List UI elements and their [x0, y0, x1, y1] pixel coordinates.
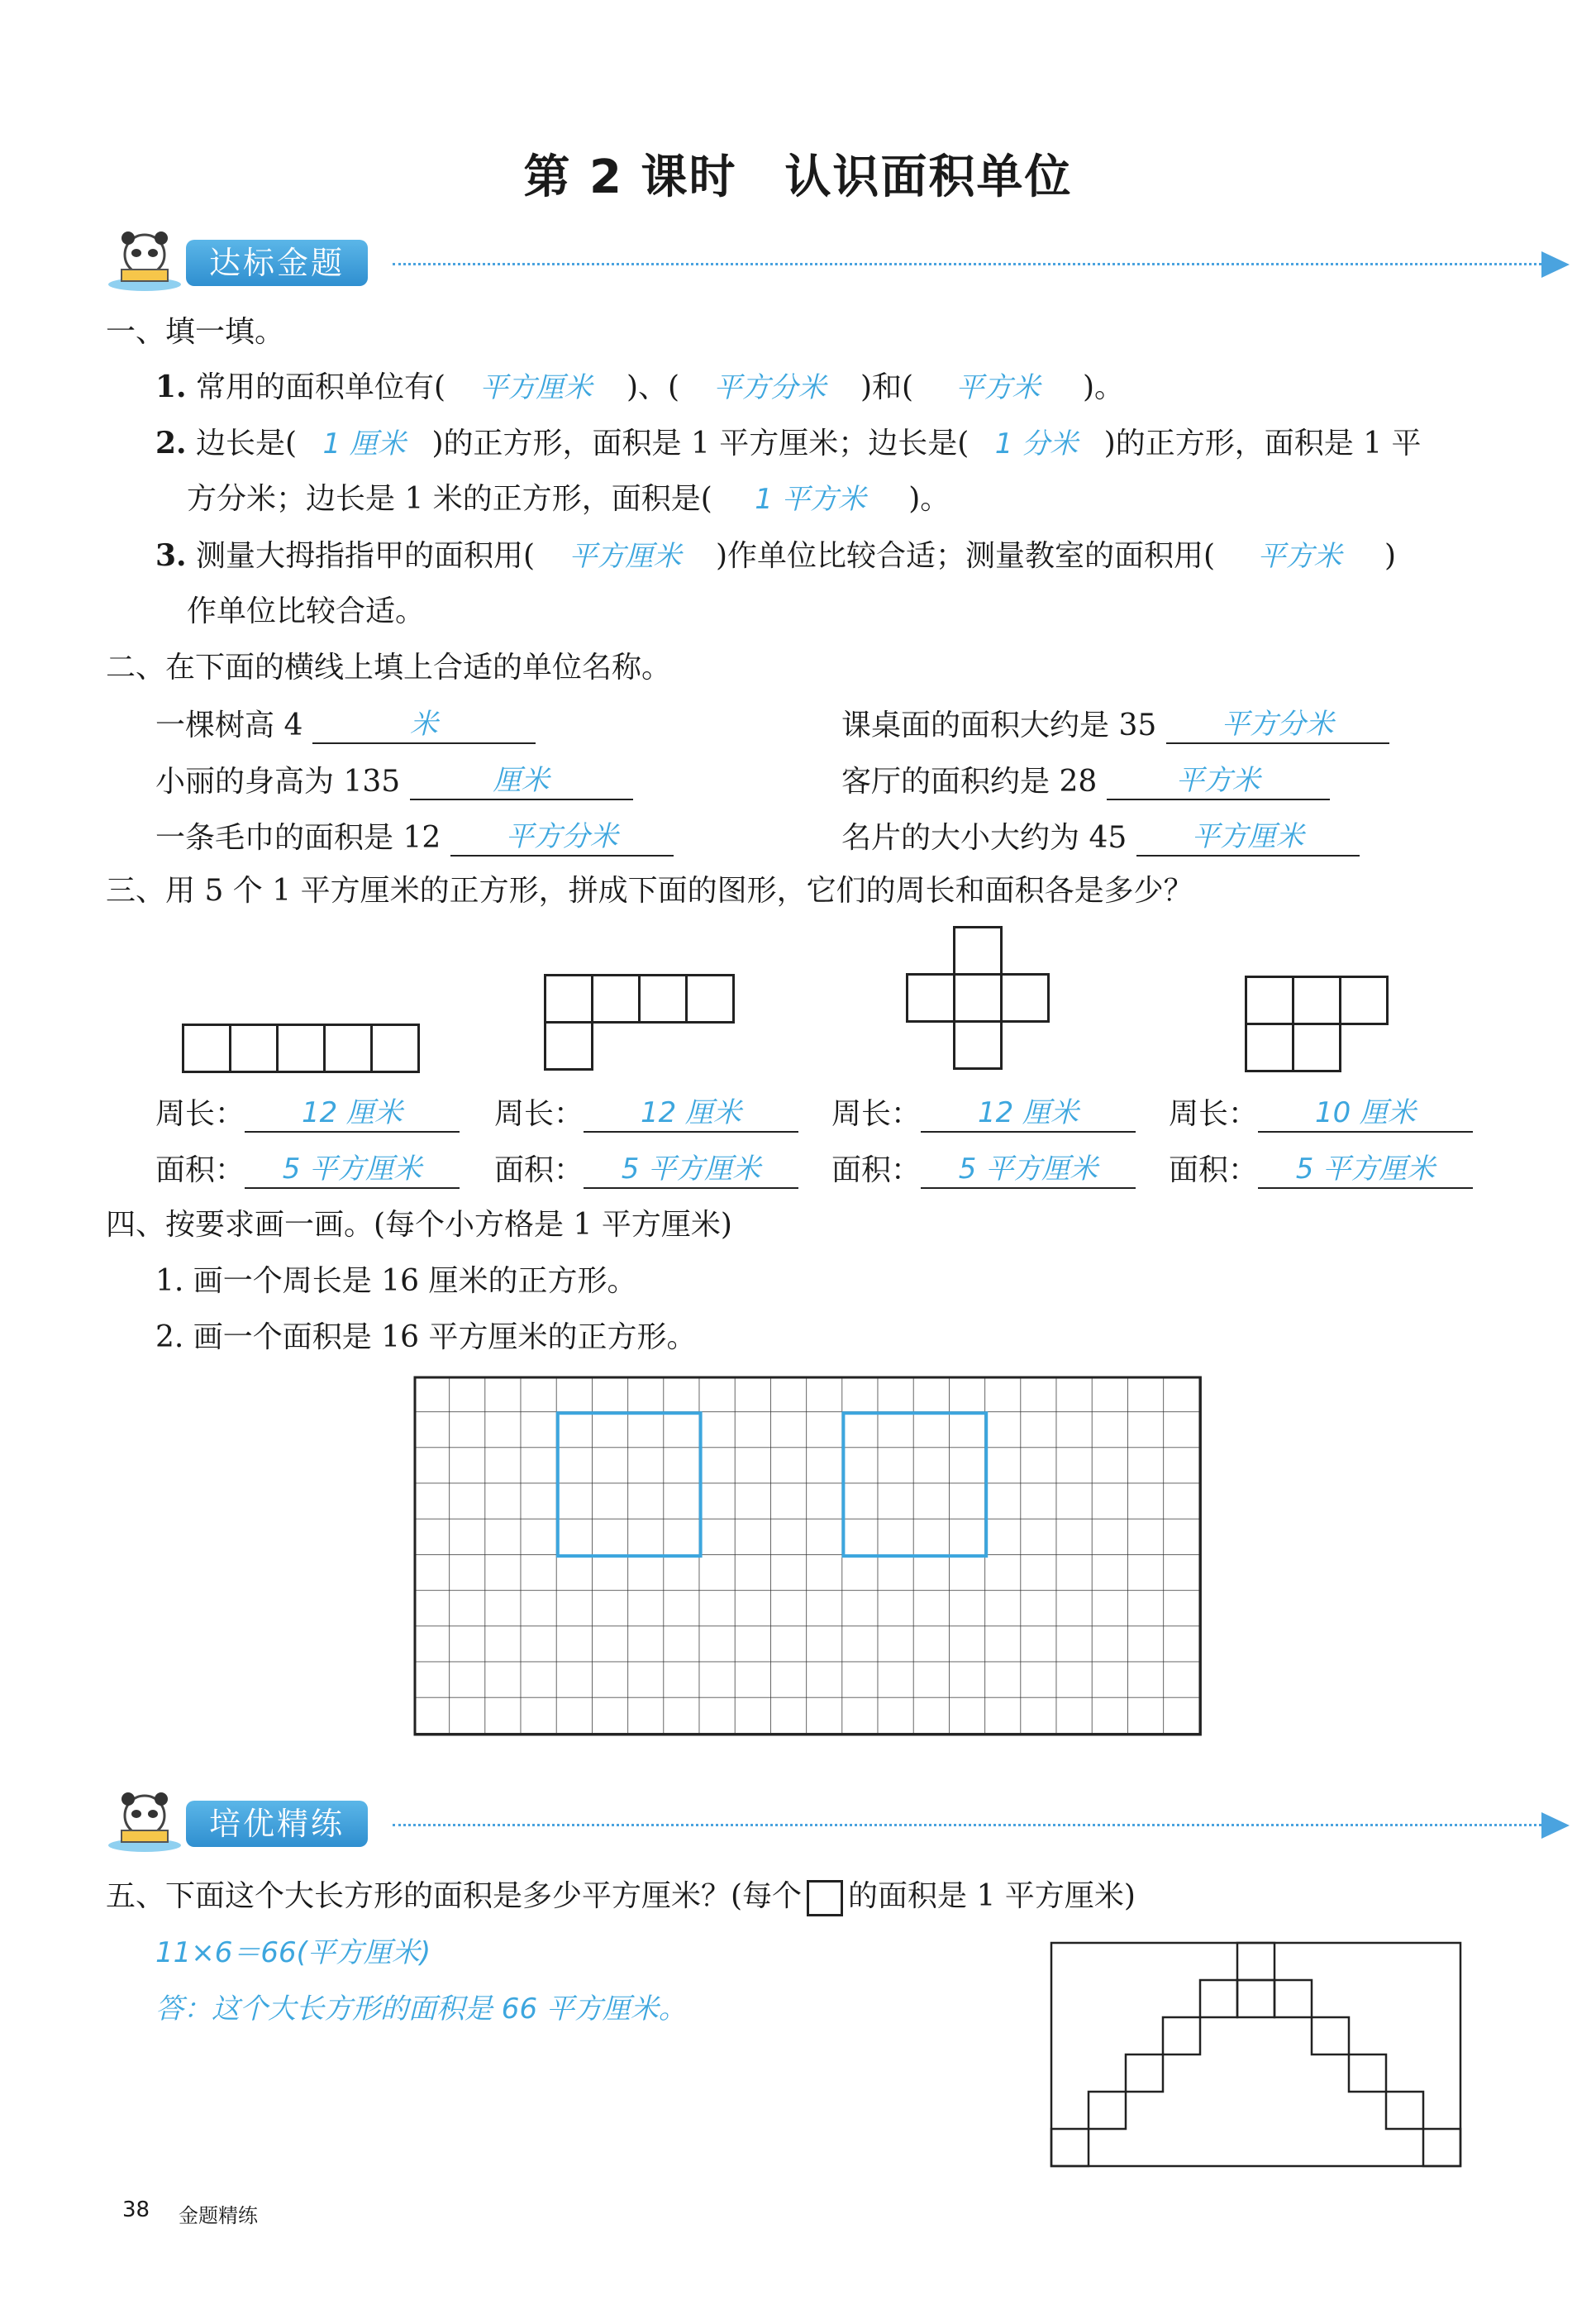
banner-dotted-line [393, 1824, 1541, 1826]
perimeter-answer: 12 厘米 [245, 1095, 460, 1133]
figure-1 [182, 1024, 430, 1073]
banner-arrow-icon [1541, 251, 1570, 278]
section-5-heading [106, 1878, 1136, 1916]
unit-square [229, 1024, 279, 1073]
unit-square [685, 974, 735, 1024]
section-banner-advanced [103, 1799, 1591, 1849]
banner-arrow-icon [1541, 1812, 1570, 1839]
s2-answer: 厘米 [410, 762, 633, 800]
s2-answer: 平方分米 [1166, 706, 1389, 744]
heading-text: 的面积是 1 平方厘米) [848, 1879, 1136, 1913]
q-text: )、( [626, 370, 680, 404]
unit-square [953, 973, 1003, 1023]
fig2-perimeter [494, 1095, 798, 1133]
answer: 1 分米 [994, 427, 1079, 461]
s5-answer: 答：这个大长方形的面积是 66 平方厘米。 [155, 1992, 687, 2026]
s2-item [841, 818, 1360, 857]
perimeter-label: 周长： [831, 1097, 922, 1131]
area-answer: 5 平方厘米 [245, 1151, 460, 1189]
answer: 1 厘米 [322, 427, 406, 461]
section-2-heading: 二、在下面的横线上填上合适的单位名称。 [106, 651, 672, 685]
perimeter-answer: 12 厘米 [584, 1095, 798, 1133]
q-text: )。 [1083, 370, 1125, 404]
unit-square [638, 974, 688, 1024]
q-text: )和( [860, 370, 914, 404]
unit-square [182, 1024, 231, 1073]
banner-dotted-line [393, 263, 1541, 265]
s2-question: 课桌面的面积大约是 35 [841, 709, 1157, 742]
banner-label: 达标金题 [186, 240, 368, 286]
unit-square [370, 1024, 420, 1073]
s2-question: 一棵树高 4 [155, 709, 303, 742]
answer: 平方厘米 [569, 540, 682, 573]
unit-square [276, 1024, 326, 1073]
s1-q3-line2: 作单位比较合适。 [187, 594, 426, 628]
unit-square [591, 974, 641, 1024]
unit-square [323, 1024, 373, 1073]
banner-label: 培优精练 [186, 1801, 368, 1847]
unit-square [1245, 1023, 1294, 1072]
area-label: 面积： [155, 1153, 245, 1187]
fig3-area [831, 1151, 1136, 1189]
heading-text: 五、下面这个大长方形的面积是多少平方厘米？(每个 [106, 1879, 803, 1913]
q-number: 3. [155, 538, 187, 573]
unit-square [544, 1021, 593, 1071]
big-rectangle-figure [1048, 1940, 1470, 2171]
book-name: 金题精练 [179, 2204, 258, 2227]
unit-square [1339, 976, 1389, 1025]
q-text: ) [1384, 539, 1397, 573]
q-text: 常用的面积单位有( [196, 370, 446, 404]
s2-item [155, 762, 633, 800]
area-label: 面积： [831, 1153, 922, 1187]
s4-q2: 2. 画一个面积是 16 平方厘米的正方形。 [155, 1320, 697, 1354]
q-text: )的正方形，面积是 1 平方厘米；边长是( [431, 427, 970, 461]
figure-4 [1245, 976, 1394, 1075]
unit-square [1245, 976, 1294, 1025]
unit-square [1000, 973, 1050, 1023]
section-4-heading: 四、按要求画一画。(每个小方格是 1 平方厘米) [106, 1208, 732, 1242]
s2-answer: 米 [312, 706, 536, 744]
figure-3 [906, 926, 1055, 1075]
section-3-heading: 三、用 5 个 1 平方厘米的正方形，拼成下面的图形，它们的周长和面积各是多少？ [106, 874, 1193, 908]
q-text: 方分米；边长是 1 米的正方形，面积是( [187, 482, 712, 516]
answer: 平方分米 [713, 371, 827, 404]
area-answer: 5 平方厘米 [584, 1151, 798, 1189]
q-text: )。 [908, 482, 950, 516]
s1-q1 [155, 369, 1124, 406]
fig4-perimeter [1169, 1095, 1473, 1133]
perimeter-label: 周长： [155, 1097, 245, 1131]
s2-item [155, 818, 674, 857]
area-answer: 5 平方厘米 [921, 1151, 1136, 1189]
s2-item [841, 706, 1389, 744]
s1-q2-line1 [155, 425, 1422, 462]
unit-square [544, 974, 593, 1024]
perimeter-label: 周长： [1169, 1097, 1259, 1131]
drawing-grid [413, 1376, 1207, 1759]
panda-mascot-icon [103, 227, 186, 293]
page-title: 第 2 课时 认识面积单位 [523, 150, 1073, 204]
s2-item [841, 762, 1330, 800]
s2-answer: 平方分米 [450, 818, 674, 857]
unit-square [1292, 976, 1341, 1025]
perimeter-answer: 10 厘米 [1258, 1095, 1473, 1133]
s2-question: 名片的大小大约为 45 [841, 821, 1127, 855]
perimeter-label: 周长： [494, 1097, 584, 1131]
answer: 平方厘米 [479, 371, 593, 404]
s2-answer: 平方米 [1107, 762, 1330, 800]
q-number: 1. [155, 370, 187, 404]
s1-q2-line2 [187, 481, 950, 518]
answer: 平方米 [1257, 540, 1342, 573]
q-text: )的正方形，面积是 1 平 [1103, 427, 1422, 461]
q-text: )作单位比较合适；测量教室的面积用( [716, 539, 1216, 573]
area-answer: 5 平方厘米 [1258, 1151, 1473, 1189]
unit-square [906, 973, 955, 1023]
panda-mascot-icon [103, 1787, 186, 1854]
fig1-perimeter [155, 1095, 460, 1133]
figure-2 [544, 974, 742, 1073]
fig4-area [1169, 1151, 1473, 1189]
q-number: 2. [155, 426, 187, 461]
unit-square [1292, 1023, 1341, 1072]
s1-q3-line1 [155, 537, 1396, 575]
s4-q1: 1. 画一个周长是 16 厘米的正方形。 [155, 1264, 637, 1298]
unit-square [953, 926, 1003, 976]
page-number: 38 [122, 2198, 150, 2222]
section-1-heading: 一、填一填。 [106, 315, 285, 349]
fig3-perimeter [831, 1095, 1136, 1133]
fig2-area [494, 1151, 798, 1189]
section-banner-basic [103, 238, 1591, 288]
perimeter-answer: 12 厘米 [921, 1095, 1136, 1133]
s5-calculation: 11×6＝66(平方厘米) [155, 1936, 431, 1969]
unit-square-icon [807, 1880, 843, 1916]
fig1-area [155, 1151, 460, 1189]
area-label: 面积： [1169, 1153, 1259, 1187]
unit-square [953, 1020, 1003, 1070]
q-text: 边长是( [196, 427, 298, 461]
s2-item [155, 706, 536, 744]
q-text: 测量大拇指指甲的面积用( [196, 539, 536, 573]
s2-question: 一条毛巾的面积是 12 [155, 821, 441, 855]
s2-question: 小丽的身高为 135 [155, 765, 401, 799]
area-label: 面积： [494, 1153, 584, 1187]
s2-question: 客厅的面积约是 28 [841, 765, 1098, 799]
answer: 平方米 [955, 371, 1041, 404]
s2-answer: 平方厘米 [1136, 818, 1360, 857]
answer: 1 平方米 [755, 483, 866, 516]
